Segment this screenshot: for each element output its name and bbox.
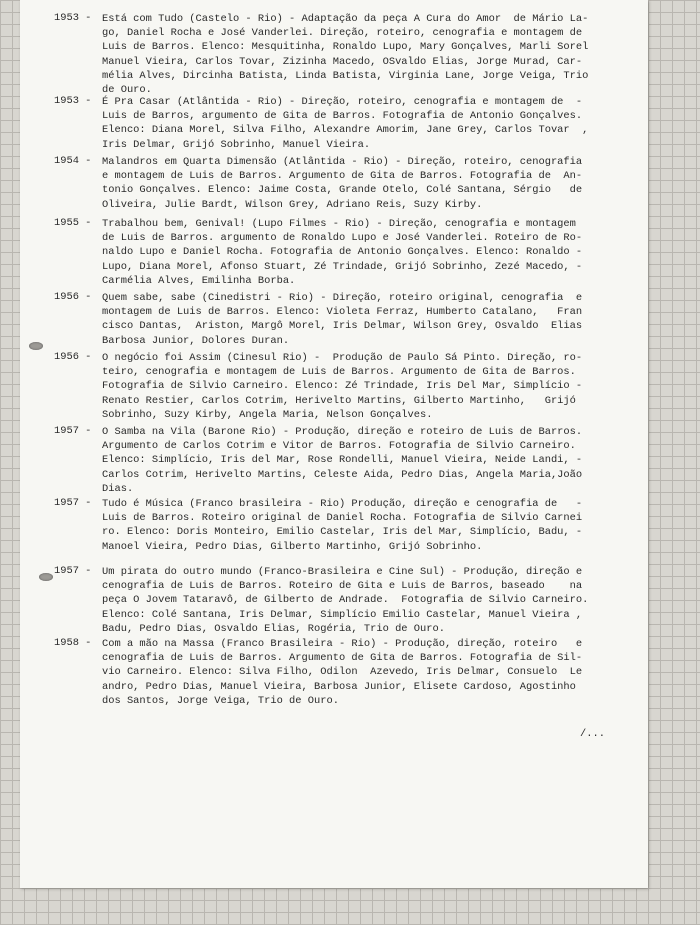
filmography-entry — [54, 155, 642, 212]
filmography-entry — [54, 497, 642, 554]
filmography-entry — [54, 95, 642, 152]
document-page — [20, 0, 648, 888]
entry-text: É Pra Casar (Atlântida - Rio) - Direção, roteiro, cenografia e montagem de - Luis de Barros, argumento de Gita de Barros. Fotografia de Antonio Gonçalves. Elenco: Diana Morel, Silva Filho, Alexandre Amorim, Jane Grey, Carlos Tovar , Iris Delmar, Grijó Sobrinho, Manuel Vieira. — [102, 96, 589, 151]
entry-text: Quem sabe, sabe (Cinedistri - Rio) - Direção, roteiro original, cenografia e montagem de Luis de Barros. Elenco: Violeta Ferraz, Humberto Catalano, Fran cisco Dantas, Ariston, Margô Morel, Iris Delmar, Wilson Grey, Osvaldo Elias Barbosa Junior, Dolores Duran. — [102, 292, 583, 347]
entry-year: 1953 - — [54, 95, 92, 107]
filmography-entry — [54, 217, 642, 288]
filmography-entry — [54, 637, 642, 708]
entry-text: O negócio foi Assim (Cinesul Rio) - Produção de Paulo Sá Pinto. Direção, ro- teiro, cenografia e montagem de Luis de Barros. Argumento de Gita de Barros. Fotografia de Silvio Carneiro. Elenco: Zé Trindade, Iris Del Mar, Simplício - Renato Restier, Carlos Cotrim, Herivelto Martins, Gilberto Martinho, Grijó Sobrinho, Suzy Kirby, Angela Maria, Nelson Gonçalves. — [102, 352, 583, 421]
entry-year: 1954 - — [54, 155, 92, 167]
entry-text: O Samba na Vila (Barone Rio) - Produção, direção e roteiro de Luis de Barros. Argumento de Carlos Cotrim e Vitor de Barros. Fotografia de Silvio Carneiro. Elenco: Simplício, Iris del Mar, Rose Rondelli, Manuel Vieira, Neide Landi, - Carlos Cotrim, Herivelto Martins, Celeste Aida, Pedro Dias, Angela Maria,João Dias. — [102, 426, 583, 495]
filmography-entry — [54, 12, 642, 97]
entry-text: Está com Tudo (Castelo - Rio) - Adaptação da peça A Cura do Amor de Mário La- go, Daniel Rocha e José Vanderlei. Direção, roteiro, cenografia e montagem de Luis de Barros. Elenco: Mesquitinha, Ronaldo Lupo, Mary Gonçalves, Marli Sorel Manuel Vieira, Carlos Tovar, Zizinha Macedo, OSvaldo Elias, Jorge Murad, Car- mélia Alves, Dircinha Batista, Linda Batista, Virginia Lane, Jorge Veiga, Trio de Ouro. — [102, 13, 589, 97]
entry-text: Um pirata do outro mundo (Franco-Brasileira e Cine Sul) - Produção, direção e cenografia de Luis de Barros. Roteiro de Gita e Luis de Barros, baseado na peça O Jovem Tataravô, de Gilberto de Andrade. Fotografia de Silvio Carneiro. Elenco: Colé Santana, Iris Delmar, Simplício Emilio Castelar, Manuel Vieira , Badu, Pedro Dias, Osvaldo Elias, Rogéria, Trio de Ouro. — [102, 566, 589, 635]
punch-hole-bottom — [39, 573, 53, 581]
entry-year: 1953 - — [54, 12, 92, 24]
entry-year: 1956 - — [54, 291, 92, 303]
continuation-mark: /... — [580, 728, 605, 740]
filmography-entry — [54, 291, 642, 348]
entry-text: Trabalhou bem, Genival! (Lupo Filmes - Rio) - Direção, cenografia e montagem de Luis de Barros. argumento de Ronaldo Lupo e José Vanderlei. Roteiro de Ro- naldo Lupo e Daniel Rocha. Fotografia de Antonio Gonçalves. Elenco: Ronaldo - Lupo, Diana Morel, Afonso Stuart, Zé Trindade, Grijó Sobrinho, Zezé Macedo, - Carmélia Alves, Emilinha Borba. — [102, 218, 583, 287]
entry-year: 1957 - — [54, 497, 92, 509]
filmography-entry — [54, 425, 642, 496]
entry-year: 1958 - — [54, 637, 92, 649]
entry-year: 1955 - — [54, 217, 92, 229]
punch-hole-top — [29, 342, 43, 350]
entry-year: 1956 - — [54, 351, 92, 363]
filmography-entry — [54, 351, 642, 422]
entry-year: 1957 - — [54, 565, 92, 577]
entry-text: Com a mão na Massa (Franco Brasileira - Rio) - Produção, direção, roteiro e cenografia de Luis de Barros. Argumento de Gita de Barros. Fotografia de Sil- vio Carneiro. Elenco: Silva Filho, Odilon Azevedo, Iris Delmar, Consuelo Le andro, Pedro Dias, Manuel Vieira, Barbosa Junior, Elisete Cardoso, Agostinho dos Santos, Jorge Veiga, Trio de Ouro. — [102, 638, 583, 707]
entry-text: Malandros em Quarta Dimensão (Atlântida - Rio) - Direção, roteiro, cenografia e montagem de Luis de Barros. Argumento de Gita de Barros. Fotografia de An- tonio Gonçalves. Elenco: Jaime Costa, Grande Otelo, Colé Santana, Sérgio de Oliveira, Julie Bardt, Wilson Grey, Adriano Reis, Suzy Kirby. — [102, 156, 583, 211]
filmography-entry — [54, 565, 642, 636]
entry-text: Tudo é Música (Franco brasileira - Rio) Produção, direção e cenografia de - Luis de Barros. Roteiro original de Daniel Rocha. Fotografia de Silvio Carnei ro. Elenco: Doris Monteiro, Emilio Castelar, Iris del Mar, Simplício, Badu, - Manoel Vieira, Pedro Dias, Gilberto Martinho, Grijó Sobrinho. — [102, 498, 583, 553]
entry-year: 1957 - — [54, 425, 92, 437]
